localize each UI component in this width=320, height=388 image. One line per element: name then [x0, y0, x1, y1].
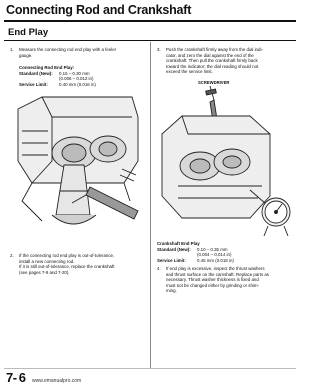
spec-std-value-in: (0.004 – 0.014 in)	[197, 252, 232, 258]
spec-limit-value: 0.40 mm (0.016 in)	[59, 81, 96, 87]
crankshaft-spec	[157, 241, 234, 263]
footer-rule	[4, 368, 296, 369]
spec-limit-value: 0.45 mm (0.018 in)	[197, 257, 234, 263]
title-rule	[4, 20, 296, 22]
spec-std-value: 0.15 – 0.30 mm	[59, 70, 90, 76]
spec-limit-label: Service Limit:	[157, 257, 186, 263]
step-4-line: necessary. Thrust washer thickness is fixed and	[166, 277, 259, 283]
site-watermark: www.emanualpro.com	[32, 378, 82, 384]
page-number	[6, 370, 25, 385]
crankshaft-end-play-illustration	[158, 86, 292, 236]
spec-std-label: Standard (New):	[157, 246, 191, 252]
page-number-suffix: 6	[18, 370, 26, 385]
section-title: End Play	[8, 27, 49, 38]
step-4-number: 4.	[157, 266, 161, 271]
crankshaft-end-play-figure	[158, 86, 292, 236]
step-3-line: toward the indicator; the dial reading should not	[166, 63, 259, 69]
step-4-text	[166, 266, 269, 294]
spec-heading: Crankshaft End Play	[157, 241, 200, 246]
step-3-line: exceed the service limit.	[166, 69, 213, 75]
step-1-number: 1.	[10, 47, 14, 52]
step-2-line: install a new connecting rod.	[19, 258, 75, 264]
section-rule	[4, 40, 296, 41]
page-number-prefix: 7	[6, 370, 13, 385]
step-3-text	[166, 47, 263, 75]
step-1-line: gauge.	[19, 52, 33, 58]
rod-end-play-illustration	[12, 91, 144, 247]
spec-limit-label: Service Limit:	[19, 81, 48, 87]
step-2-line: (see pages 7-9 and 7-20).	[19, 269, 70, 275]
step-4-line: ming.	[166, 288, 177, 294]
column-divider	[150, 42, 151, 368]
step-1-text	[19, 47, 116, 58]
step-2-text	[19, 253, 114, 275]
step-2-number: 2.	[10, 253, 14, 258]
screwdriver-callout: SCREWDRIVER	[198, 80, 230, 85]
step-4-line: If end play is excessive, inspect the thrust washers	[166, 266, 265, 271]
spec-std-value: 0.10 – 0.35 mm	[197, 246, 228, 252]
step-4-line: must not be changed either by grinding or shim-	[166, 282, 259, 288]
step-2-line: If the connecting rod end play is out-of-tolerance,	[19, 253, 115, 258]
step-4-line: and thrust surface on the camshaft. Replace parts as	[166, 271, 269, 277]
spec-std-label: Standard (New):	[19, 70, 53, 76]
connecting-rod-spec	[19, 65, 96, 87]
spec-std-value-in: (0.006 – 0.012 in)	[59, 76, 94, 82]
step-3-number: 3.	[157, 47, 161, 52]
step-2-line: If it is still out-of-tolerance, replace the crankshaft	[19, 264, 115, 270]
step-3-line: cator, and zero the dial against the end of the	[166, 52, 254, 58]
page-number-dash: -	[12, 370, 17, 385]
step-3-line: crankshaft. Then pull the crankshaft firmly back	[166, 58, 258, 64]
page-title: Connecting Rod and Crankshaft	[6, 3, 192, 17]
spec-heading: Connecting Rod End Play:	[19, 65, 75, 70]
step-1-line: Measure the connecting rod end play with a feeler	[19, 47, 117, 52]
step-3-line: Push the crankshaft firmly away from the dial indi-	[166, 47, 263, 52]
rod-end-play-figure	[12, 91, 144, 247]
